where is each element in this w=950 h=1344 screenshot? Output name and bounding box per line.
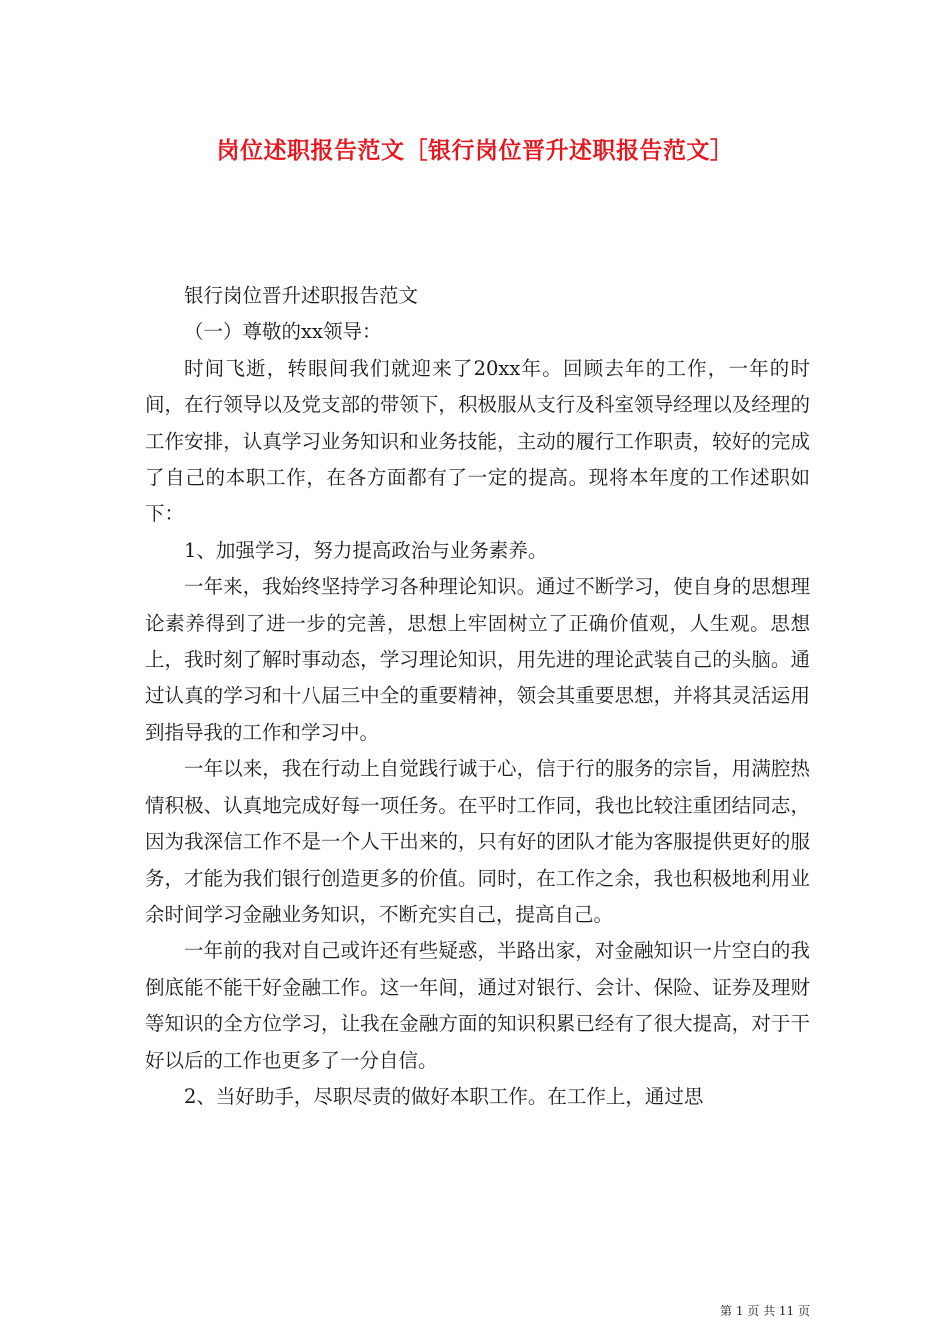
paragraph-growth: 一年前的我对自己或许还有些疑惑，半路出家，对金融知识一片空白的我倒底能不能干好金融工作。这一年间，通过对银行、会计、保险、证券及理财等知识的全方位学习，让我在金融方面的知识积累已经有了很大提高，对于干好以后的工作也更多了一分自信。 bbox=[145, 939, 810, 1072]
document-body bbox=[145, 278, 810, 1115]
paragraph-intro: 时间飞逝，转眼间我们就迎来了20xx年。回顾去年的工作，一年的时间，在行领导以及党支部的带领下，积极服从支行及科室领导经理以及经理的工作安排，认真学习业务知识和业务技能，主动的履行工作职责，较好的完成了自己的本职工作，在各方面都有了一定的提高。现将本年度的工作述职如下： bbox=[145, 356, 810, 526]
paragraph-heading-1: 1、加强学习，努力提高政治与业务素养。 bbox=[184, 538, 548, 562]
document-title: 岗位述职报告范文［银行岗位晋升述职报告范文］ bbox=[216, 137, 734, 164]
paragraph-salutation: （一）尊敬的xx领导： bbox=[184, 320, 382, 344]
page-number: 第 1 页 共 11 页 bbox=[720, 1304, 810, 1318]
paragraph-subtitle: 银行岗位晋升述职报告范文 bbox=[184, 284, 419, 307]
paragraph-service: 一年以来，我在行动上自觉践行诚于心，信于行的服务的宗旨，用满腔热情积极、认真地完成好每一项任务。在平时工作同，我也比较注重团结同志，因为我深信工作不是一个人干出来的，只有好的团队才能为客服提供更好的服务，才能为我们银行创造更多的价值。同时，在工作之余，我也积极地利用业余时间学习金融业务知识，不断充实自己，提高自己。 bbox=[145, 757, 810, 926]
paragraph-study: 一年来，我始终坚持学习各种理论知识。通过不断学习，使自身的思想理论素养得到了进一步的完善，思想上牢固树立了正确价值观，人生观。思想上，我时刻了解时事动态，学习理论知识，用先进的理论武装自己的头脑。通过认真的学习和十八届三中全的重要精神，领会其重要思想，并将其灵活运用到指导我的工作和学习中。 bbox=[145, 575, 810, 744]
paragraph-heading-2: 2、当好助手，尽职尽责的做好本职工作。在工作上，通过思 bbox=[184, 1084, 704, 1108]
